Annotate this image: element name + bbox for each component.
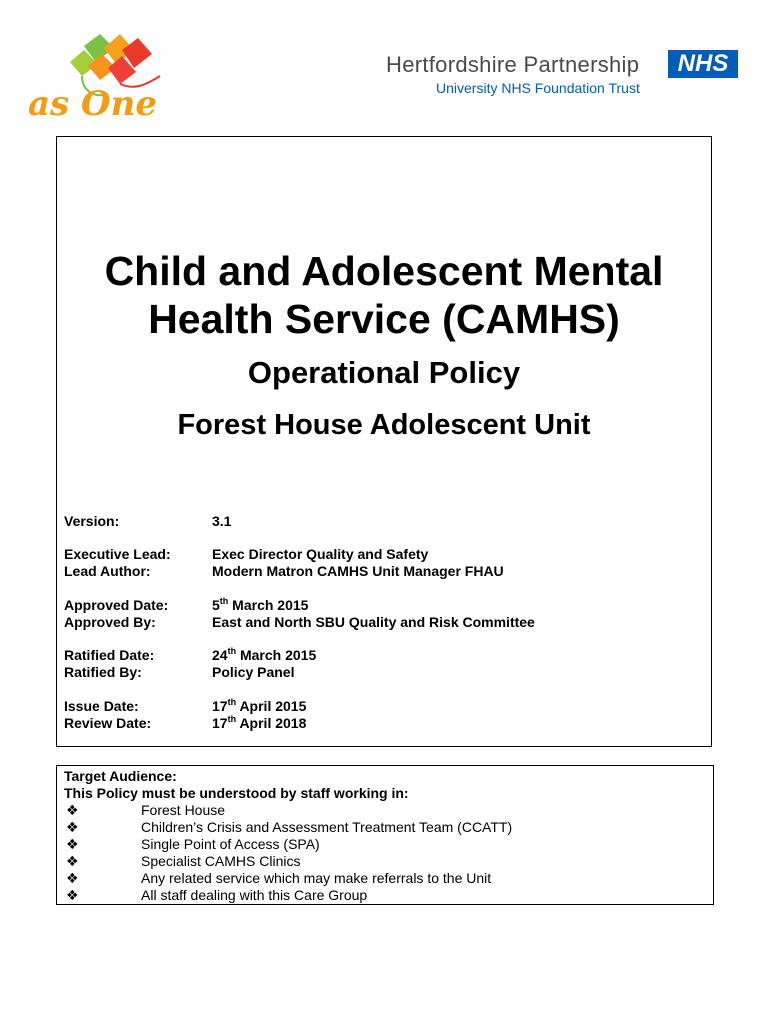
org-name: Hertfordshire Partnership bbox=[386, 52, 640, 77]
list-item bbox=[64, 853, 706, 870]
title-line-2: Health Service (CAMHS) bbox=[148, 296, 620, 342]
audience-list bbox=[64, 802, 706, 904]
list-item bbox=[64, 836, 706, 853]
issue-date-label: Issue Date: bbox=[64, 698, 139, 714]
document-title bbox=[57, 247, 711, 343]
list-item-text: Specialist CAMHS Clinics bbox=[141, 853, 301, 869]
title-line-1: Child and Adolescent Mental bbox=[104, 248, 664, 294]
list-item-text: All staff dealing with this Care Group bbox=[141, 887, 368, 903]
review-date-label: Review Date: bbox=[64, 715, 152, 731]
list-item-text: Any related service which may make referrals to the Unit bbox=[141, 870, 492, 886]
list-item-text: Single Point of Access (SPA) bbox=[141, 836, 320, 852]
issue-date-value: 17th April 2015 bbox=[212, 697, 307, 714]
ratified-by-value: Policy Panel bbox=[212, 664, 295, 680]
lead-author-label: Lead Author: bbox=[64, 563, 151, 579]
list-item bbox=[64, 870, 706, 887]
lead-author-value: Modern Matron CAMHS Unit Manager FHAU bbox=[212, 563, 504, 579]
diamond-bullet-icon: ❖ bbox=[66, 853, 79, 869]
review-date-value: 17th April 2018 bbox=[212, 714, 307, 731]
document-subtitle: Operational Policy bbox=[247, 355, 521, 390]
ratified-by-label: Ratified By: bbox=[64, 664, 142, 680]
diamond-bullet-icon: ❖ bbox=[66, 870, 79, 886]
as-one-logo bbox=[22, 28, 182, 132]
ratified-date-value: 24th March 2015 bbox=[212, 646, 317, 663]
org-subtitle: University NHS Foundation Trust bbox=[436, 80, 640, 96]
exec-lead-value: Exec Director Quality and Safety bbox=[212, 546, 429, 562]
exec-lead-label: Executive Lead: bbox=[64, 546, 171, 562]
list-item bbox=[64, 802, 706, 819]
cover-box bbox=[56, 136, 712, 747]
ratified-date-label: Ratified Date: bbox=[64, 647, 155, 663]
diamond-bullet-icon: ❖ bbox=[66, 802, 79, 818]
list-item bbox=[64, 887, 706, 904]
hpft-logo bbox=[386, 50, 742, 98]
list-item-text: Children’s Crisis and Assessment Treatment Team (CCATT) bbox=[141, 819, 513, 835]
approved-date-label: Approved Date: bbox=[64, 597, 169, 613]
approved-by-value: East and North SBU Quality and Risk Committee bbox=[212, 614, 535, 630]
audience-subheading: This Policy must be understood by staff working in: bbox=[64, 785, 409, 801]
approved-date-value: 5th March 2015 bbox=[212, 596, 309, 613]
diamond-bullet-icon: ❖ bbox=[66, 887, 79, 903]
unit-name: Forest House Adolescent Unit bbox=[177, 409, 591, 441]
list-item-text: Forest House bbox=[141, 802, 226, 818]
target-audience-box bbox=[56, 765, 714, 905]
diamond-bullet-icon: ❖ bbox=[66, 819, 79, 835]
nhs-logo: NHS bbox=[668, 50, 738, 78]
audience-heading: Target Audience: bbox=[64, 768, 177, 784]
list-item bbox=[64, 819, 706, 836]
diamond-bullet-icon: ❖ bbox=[66, 836, 79, 852]
version-label: Version: bbox=[64, 513, 120, 529]
version-value: 3.1 bbox=[212, 513, 232, 529]
approved-by-label: Approved By: bbox=[64, 614, 156, 630]
as-one-wordmark: as One bbox=[28, 84, 157, 124]
